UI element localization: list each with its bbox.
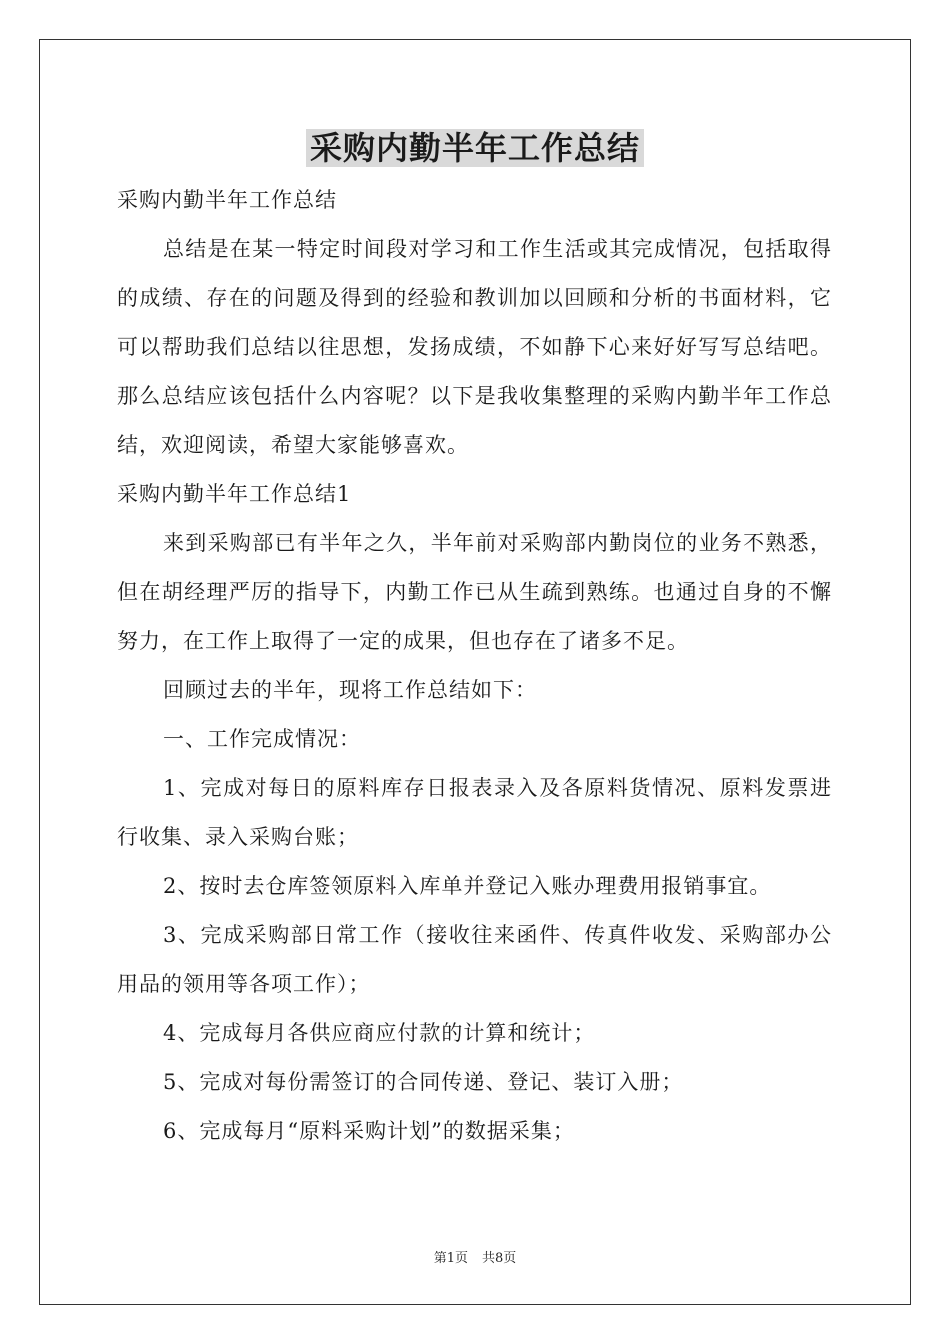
list-item: 6、完成每月“原料采购计划”的数据采集； [163, 1119, 575, 1143]
page-number: 第1页 [433, 1251, 468, 1266]
list-item: 2、按时去仓库签领原料入库单并登记入账办理费用报销事宜。 [163, 874, 772, 898]
list-heading: 一、工作完成情况： [163, 727, 361, 751]
title-text: 采购内勤半年工作总结 [306, 129, 644, 167]
list-item: 5、完成对每份需签订的合同传递、登记、装订入册； [163, 1070, 684, 1094]
section-heading: 采购内勤半年工作总结1 [117, 482, 352, 506]
body-paragraph: 回顾过去的半年，现将工作总结如下： [163, 678, 537, 702]
document-title [0, 128, 950, 168]
page-count: 共8页 [482, 1251, 517, 1266]
list-item: 4、完成每月各供应商应付款的计算和统计； [163, 1021, 596, 1045]
body-paragraph: 来到采购部已有半年之久，半年前对采购部内勤岗位的业务不熟悉，但在胡经理严厉的指导下，内勤工作已从生疏到熟练。也通过自身的不懈努力，在工作上取得了一定的成果，但也存在了诸多不足。 [117, 531, 832, 653]
subtitle-paragraph: 采购内勤半年工作总结 [117, 188, 337, 212]
page-footer [0, 1247, 950, 1266]
list-item: 3、完成采购部日常工作（接收往来函件、传真件收发、采购部办公用品的领用等各项工作）； [117, 923, 832, 996]
intro-paragraph: 总结是在某一特定时间段对学习和工作生活或其完成情况，包括取得的成绩、存在的问题及得到的经验和教训加以回顾和分析的书面材料，它可以帮助我们总结以往思想，发扬成绩，不如静下心来好好写写总结吧。那么总结应该包括什么内容呢？以下是我收集整理的采购内勤半年工作总结，欢迎阅读，希望大家能够喜欢。 [117, 237, 832, 457]
list-item: 1、完成对每日的原料库存日报表录入及各原料货情况、原料发票进行收集、录入采购台账； [117, 776, 832, 849]
document-body [117, 176, 832, 1156]
